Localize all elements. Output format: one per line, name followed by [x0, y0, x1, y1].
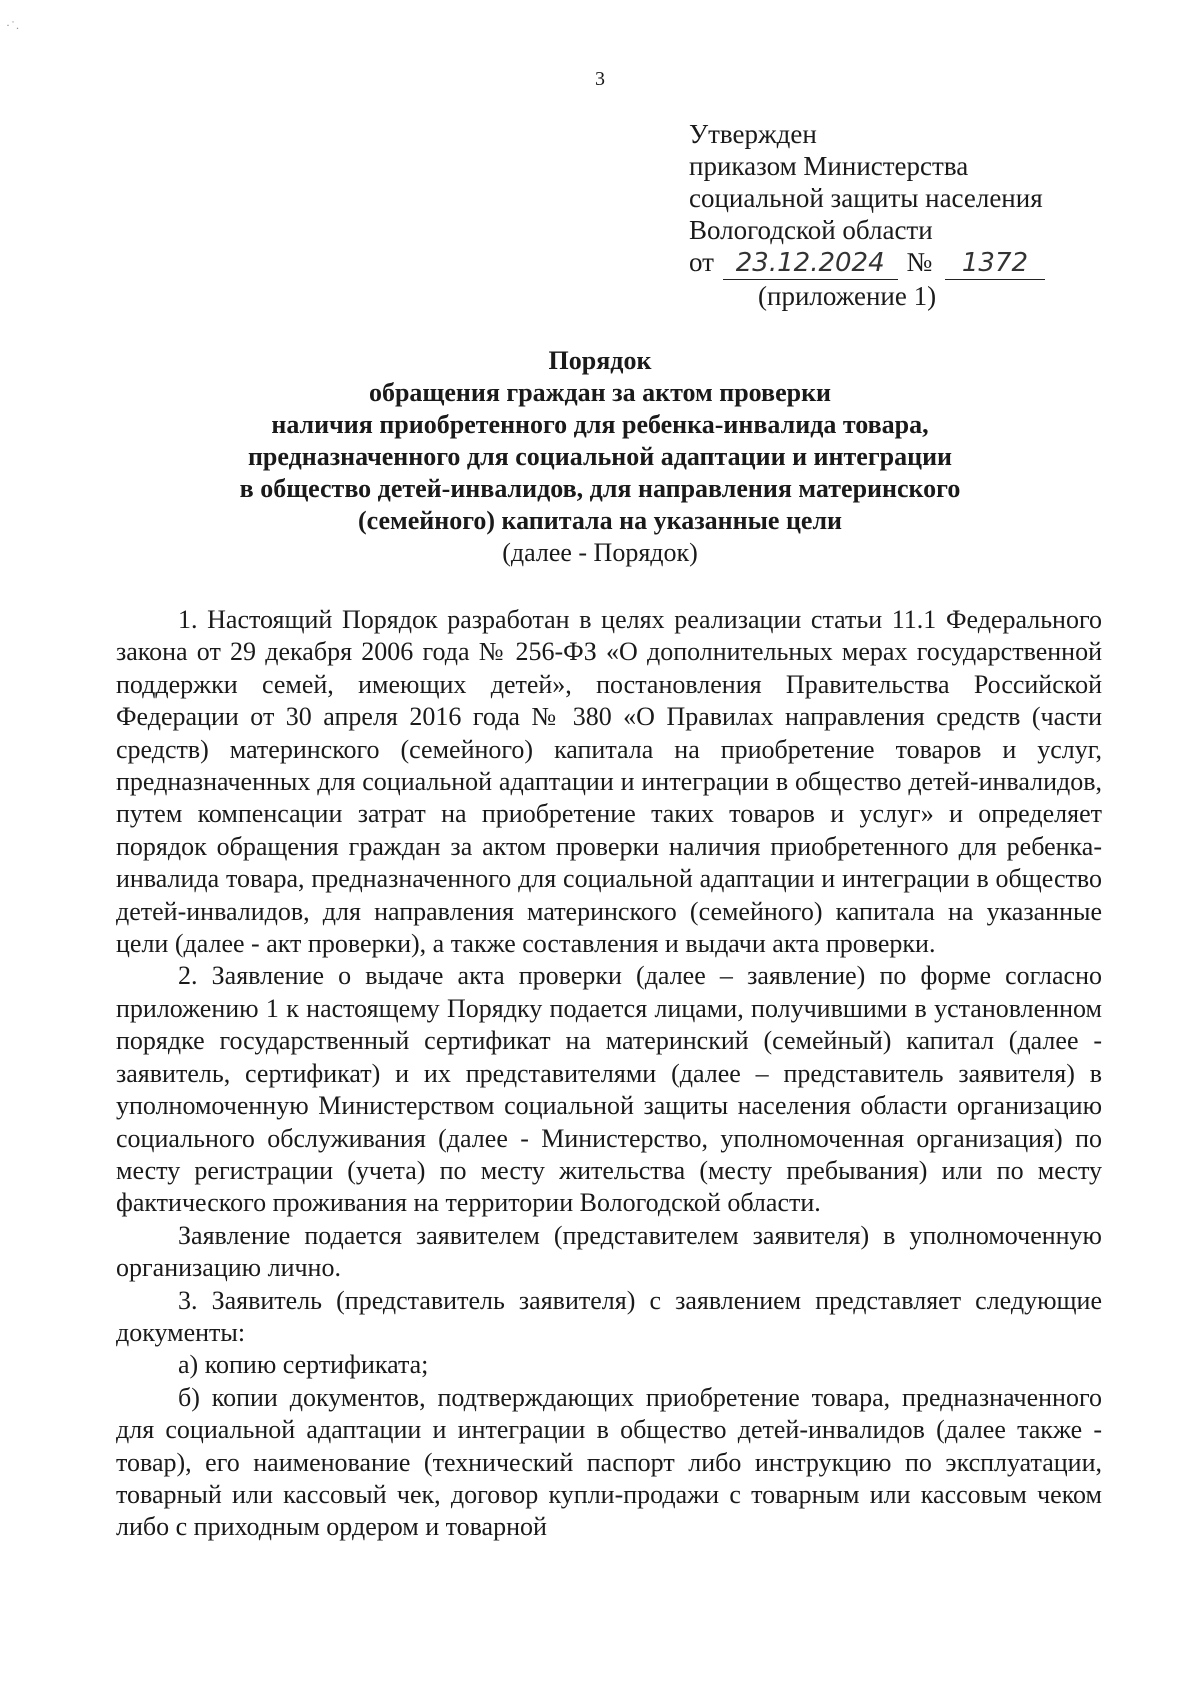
- approval-date: 23.12.2024: [723, 247, 898, 280]
- paragraph-2: 2. Заявление о выдаче акта проверки (далее – заявление) по форме согласно приложению 1 к настоящему Порядку подается лицами, получившими в установленном порядке государственный сертификат на материнский (семейный) капитал (далее - заявитель, сертификат) и их представителями (далее – представитель заявителя) в уполномоченную Министерством социальной защиты населения области организацию социального обслуживания (далее - Министерство, уполномоченная организация) по месту регистрации (учета) по месту жительства (месту пребывания) или по месту фактического проживания на территории Вологодской области.: [116, 961, 1102, 1218]
- title-line-2: обращения граждан за актом проверки: [368, 378, 832, 407]
- title-subtitle: (далее - Порядок): [502, 538, 698, 567]
- title-line-6: (семейного) капитала на указанные цели: [357, 506, 843, 535]
- title-line-3: наличия приобретенного для ребенка-инвалида товара,: [271, 410, 929, 439]
- page-number: 3: [595, 68, 605, 90]
- number-prefix: №: [906, 247, 933, 277]
- scan-corner-mark: ·˙.: [6, 18, 20, 32]
- title-line-1: Порядок: [548, 346, 652, 375]
- document-body: [116, 604, 1102, 1544]
- approval-appendix: (приложение 1): [758, 281, 937, 311]
- date-prefix: от: [689, 247, 714, 277]
- document-title: [0, 345, 1200, 569]
- approval-line-4: Вологодской области: [689, 215, 933, 245]
- approval-line-2: приказом Министерства: [689, 151, 969, 181]
- paragraph-4: 3. Заявитель (представитель заявителя) с заявлением представляет следующие документы:: [116, 1285, 1102, 1347]
- approval-stamp: [689, 118, 1045, 312]
- approval-line-1: Утвержден: [689, 119, 817, 149]
- paragraph-3: Заявление подается заявителем (представителем заявителя) в уполномоченную организацию лично.: [116, 1220, 1102, 1283]
- approval-date-line: [689, 246, 1045, 280]
- title-line-5: в общество детей-инвалидов, для направления материнского: [239, 474, 961, 503]
- paragraph-6: б) копии документов, подтверждающих приобретение товара, предназначенного для социальной адаптации и интеграции в общество детей-инвалидов (далее также - товар), его наименование (технический паспорт либо инструкцию по эксплуатации, товарный или кассовый чек, договор купли-продажи с товарным или кассовым чеком либо с приходным ордером и товарной: [116, 1382, 1102, 1542]
- paragraph-5: а) копию сертификата;: [178, 1350, 429, 1380]
- approval-line-3: социальной защиты населения: [689, 183, 1043, 213]
- approval-number: 1372: [945, 247, 1045, 280]
- paragraph-1: 1. Настоящий Порядок разработан в целях реализации статьи 11.1 Федерального закона от 29 декабря 2006 года № 256-ФЗ «О дополнительных мерах государственной поддержки семей, имеющих детей», постановления Правительства Российской Федерации от 30 апреля 2016 года № 380 «О Правилах направления средств (части средств) материнского (семейного) капитала на приобретение товаров и услуг, предназначенных для социальной адаптации и интеграции в общество детей-инвалидов, путем компенсации затрат на приобретение таких товаров и услуг» и определяет порядок обращения граждан за актом проверки наличия приобретенного для ребенка-инвалида товара, предназначенного для социальной адаптации и интеграции в общество детей-инвалидов, для направления материнского (семейного) капитала на указанные цели (далее - акт проверки), а также составления и выдачи акта проверки.: [116, 605, 1102, 959]
- title-line-4: предназначенного для социальной адаптации и интеграции: [247, 442, 953, 471]
